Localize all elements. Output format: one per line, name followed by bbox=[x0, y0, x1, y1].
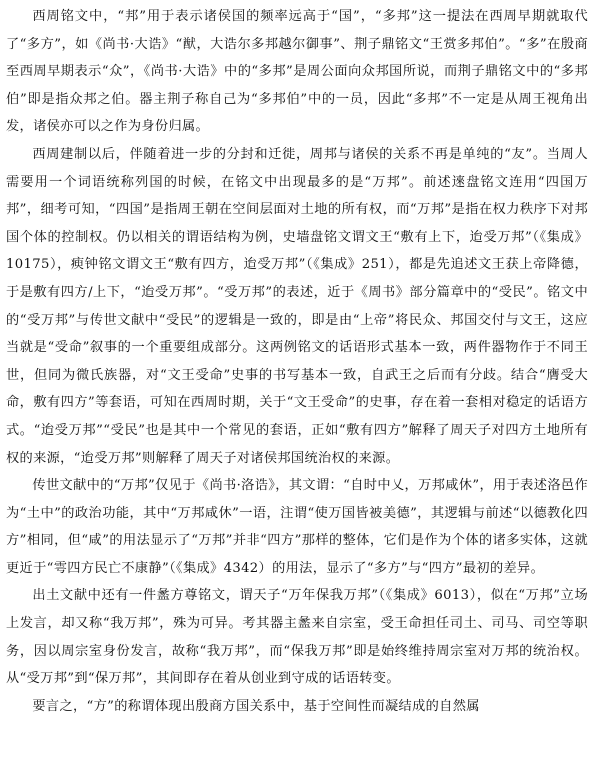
paragraph: 出土文献中还有一件盠方尊铭文，谓天子“万年保我万邦”（《集成》6013），似在“万邦”立场上发言，却又称“我万邦”，殊为可异。考其器主盠来自宗室，受王命担任司土、司马、司空等职务，因以周宗室身份发言，故称“我万邦”，而“保我万邦”即是始终维持周宗室对万邦的统治权。从“受万邦”到“保万邦”，其间即存在着从创业到守成的话语转变。 bbox=[6, 588, 588, 687]
paragraph: 传世文献中的“万邦”仅见于《尚书·洛诰》，其文谓：“自时中乂，万邦咸休”，用于表述洛邑作为“土中”的政治功能，其中“万邦咸休”一语，注谓“使万国皆被美德”，其逻辑与前述“以德教化四方”相同，但“咸”的用法显示了“万邦”并非“四方”那样的整体，它们是作为个体的诸多实体，这就更近于“雩四方民亡不康静”（《集成》4342）的用法，显示了“多方”与“四方”最初的差异。 bbox=[6, 478, 588, 576]
paragraph: 要言之，“方”的称谓体现出殷商方国关系中，基于空间性而凝结成的自然属 bbox=[32, 698, 480, 714]
paragraph: 西周铭文中，“邦”用于表示诸侯国的频率远高于“国”，“多邦”这一提法在西周早期就取代了“多方”，如《尚书·大诰》“猷，大诰尔多邦越尔御事”、荆子鼎铭文“王赏多邦伯”。“多”在殷商至西周早期表示“众”，《尚书·大诰》中的“多邦”是周公面向众邦国所说，而荆子鼎铭文中的“多邦伯”即是指众邦之伯。器主荆子称自己为“多邦伯”中的一员，因此“多邦”不一定是从周王视角出发，诸侯亦可以之作为身份归属。 bbox=[6, 9, 588, 135]
paragraph: 西周建制以后，伴随着进一步的分封和迁徙，周邦与诸侯的关系不再是单纯的“友”。当周人需要用一个词语统称列国的时候，在铭文中出现最多的是“万邦”。前述逨盘铭文连用“四国万邦”，细考可知，“四国”是指周王朝在空间层面对土地的所有权，而“万邦”是指在权力秩序下对邦国个体的控制权。仍以相关的谓语结构为例，史墙盘铭文谓文王“敷有上下，迨受万邦”（《集成》10175），瘐钟铭文谓文王“敷有四方，迨受万邦”（《集成》251），都是先追述文王获上帝降德，于是敷有四方/上下，“迨受万邦”。“受万邦”的表述，近于《周书》部分篇章中的“受民”。铭文中的“受万邦”与传世文献中“受民”的逻辑是一致的，即是由“上帝”将民众、邦国交付与文王，这应当就是“受命”叙事的一个重要组成部分。这两例铭文的话语形式基本一致，两件器物作于不同王世，但同为微氏族器，对“文王受命”史事的书写基本一致，自武王之后而有分歧。结合“膺受大命，敷有四方”等套语，可知在西周时期，关于“文王受命”的史事，存在着一套相对稳定的话语方式。“迨受万邦”“受民”也是其中一个常见的套语，正如“敷有四方”解释了周天子对四方土地所有权的来源，“迨受万邦”则解释了周天子对诸侯邦国统治权的来源。 bbox=[6, 146, 588, 466]
